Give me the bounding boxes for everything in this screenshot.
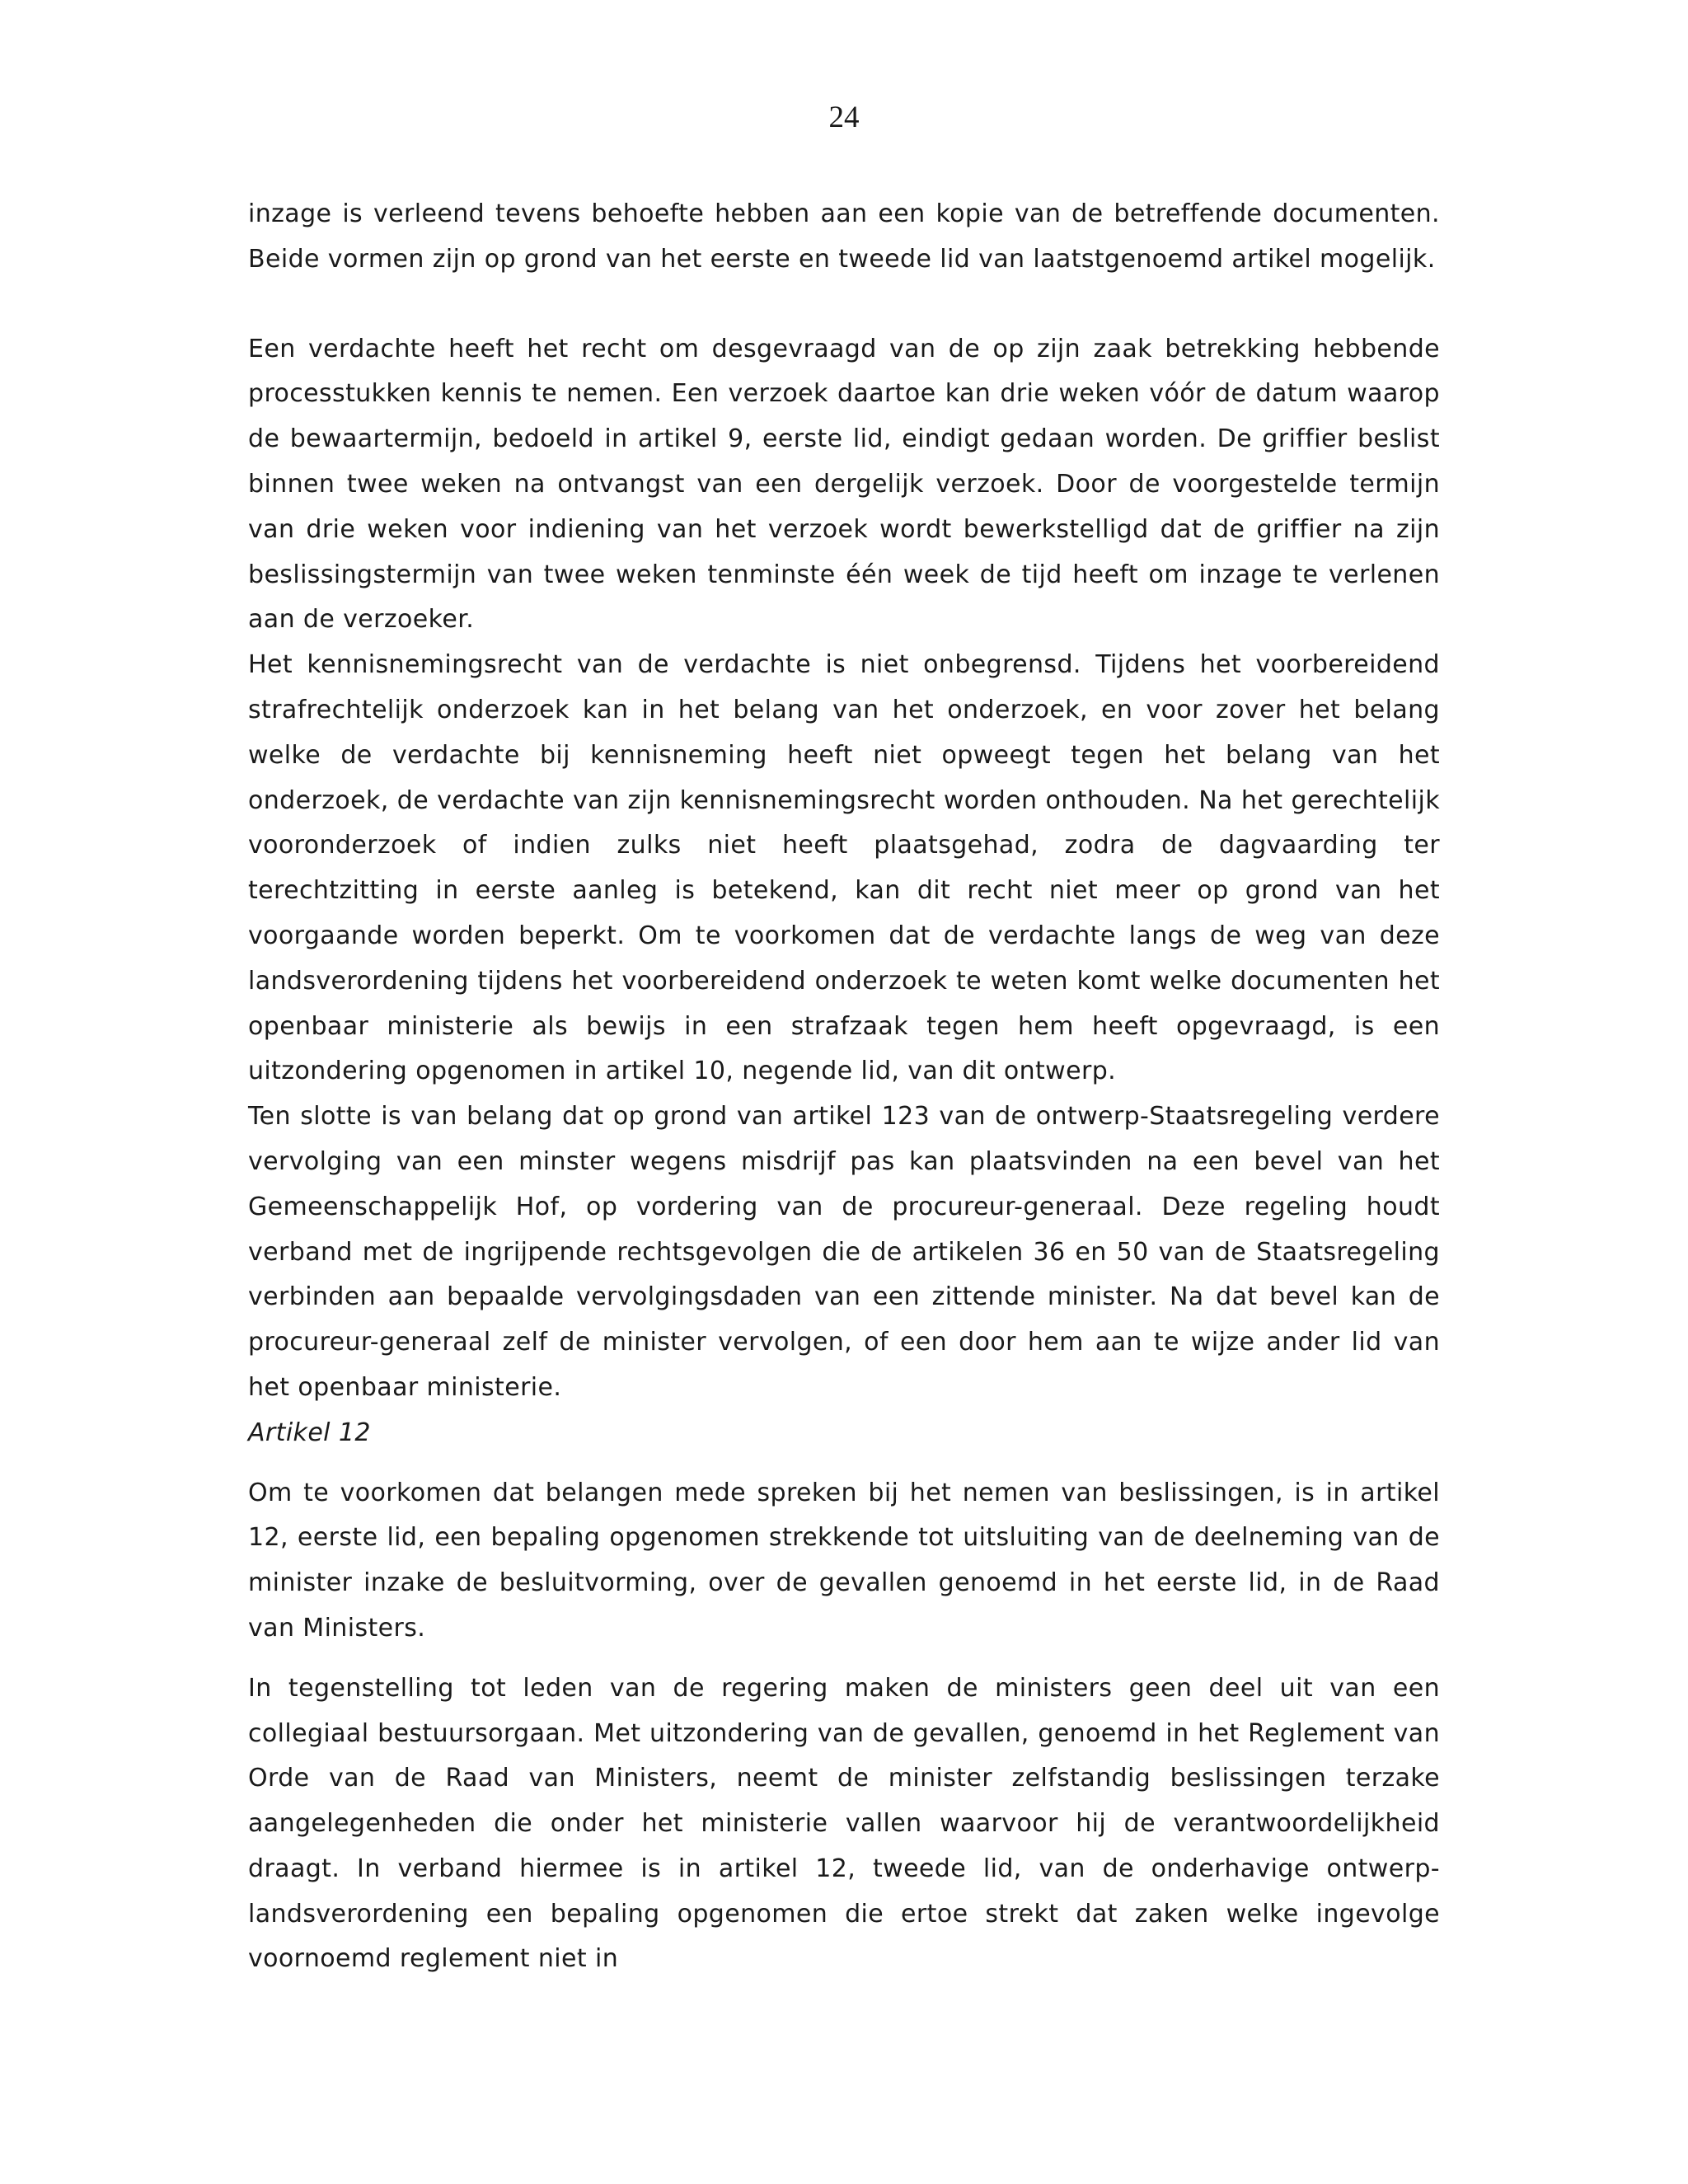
section-heading: Artikel 12	[248, 1418, 371, 1447]
page-number: 24	[828, 101, 860, 134]
paragraph-4: Ten slotte is van belang dat op grond van artikel 123 van de ontwerp-Staatsregeling verdere vervolging van een minster wegens misdrijf pas kan plaatsvinden na een bevel van het Gemeenschappelijk Hof, op vordering van de procureur-generaal. Deze regeling houdt verband met de ingrijpende rechtsgevolgen die de artikelen 36 en 50 van de Staatsregeling verbinden aan bepaalde vervolgingsdaden van een zittende minister. Na dat bevel kan de procureur-generaal zelf de minister vervolgen, of een door hem aan te wijze ander lid van het openbaar ministerie.	[248, 1102, 1440, 1402]
paragraph-1: inzage is verleend tevens behoefte hebben aan een kopie van de betreffende documenten. Beide vormen zijn op grond van het eerste en tweede lid van laatstgenoemd artikel mogelijk.	[248, 199, 1440, 274]
body-text	[248, 192, 1440, 1982]
paragraph-6: In tegenstelling tot leden van de regering maken de ministers geen deel uit van een collegiaal bestuursorgaan. Met uitzondering van de gevallen, genoemd in het Reglement van Orde van de Raad van Ministers, neemt de minister zelfstandig beslissingen terzake aangelegenheden die onder het ministerie vallen waarvoor hij de verantwoordelijkheid draagt. In verband hiermee is in artikel 12, tweede lid, van de onderhavige ontwerp-landsverordening een bepaling opgenomen die ertoe strekt dat zaken welke ingevolge voornoemd reglement niet in	[248, 1673, 1440, 1974]
paragraph-2: Een verdachte heeft het recht om desgevraagd van de op zijn zaak betrekking hebbende processtukken kennis te nemen. Een verzoek daartoe kan drie weken vóór de datum waarop de bewaartermijn, bedoeld in artikel 9, eerste lid, eindigt gedaan worden. De griffier beslist binnen twee weken na ontvangst van een dergelijk verzoek. Door de voorgestelde termijn van drie weken voor indiening van het verzoek wordt bewerkstelligd dat de griffier na zijn beslissingstermijn van twee weken tenminste één week de tijd heeft om inzage te verlenen aan de verzoeker.	[248, 334, 1440, 635]
paragraph-5: Om te voorkomen dat belangen mede spreken bij het nemen van beslissingen, is in artikel 12, eerste lid, een bepaling opgenomen strekkende tot uitsluiting van de deelneming van de minister inzake de besluitvorming, over de gevallen genoemd in het eerste lid, in de Raad van Ministers.	[248, 1478, 1440, 1643]
paragraph-3: Het kennisnemingsrecht van de verdachte is niet onbegrensd. Tijdens het voorbereidend strafrechtelijk onderzoek kan in het belang van het onderzoek, en voor zover het belang welke de verdachte bij kennisneming heeft niet opweegt tegen het belang van het onderzoek, de verdachte van zijn kennisnemingsrecht worden onthouden. Na het gerechtelijk vooronderzoek of indien zulks niet heeft plaatsgehad, zodra de dagvaarding ter terechtzitting in eerste aanleg is betekend, kan dit recht niet meer op grond van het voorgaande worden beperkt. Om te voorkomen dat de verdachte langs de weg van deze landsverordening tijdens het voorbereidend onderzoek te weten komt welke documenten het openbaar ministerie als bewijs in een strafzaak tegen hem heeft opgevraagd, is een uitzondering opgenomen in artikel 10, negende lid, van dit ontwerp.	[248, 650, 1440, 1086]
